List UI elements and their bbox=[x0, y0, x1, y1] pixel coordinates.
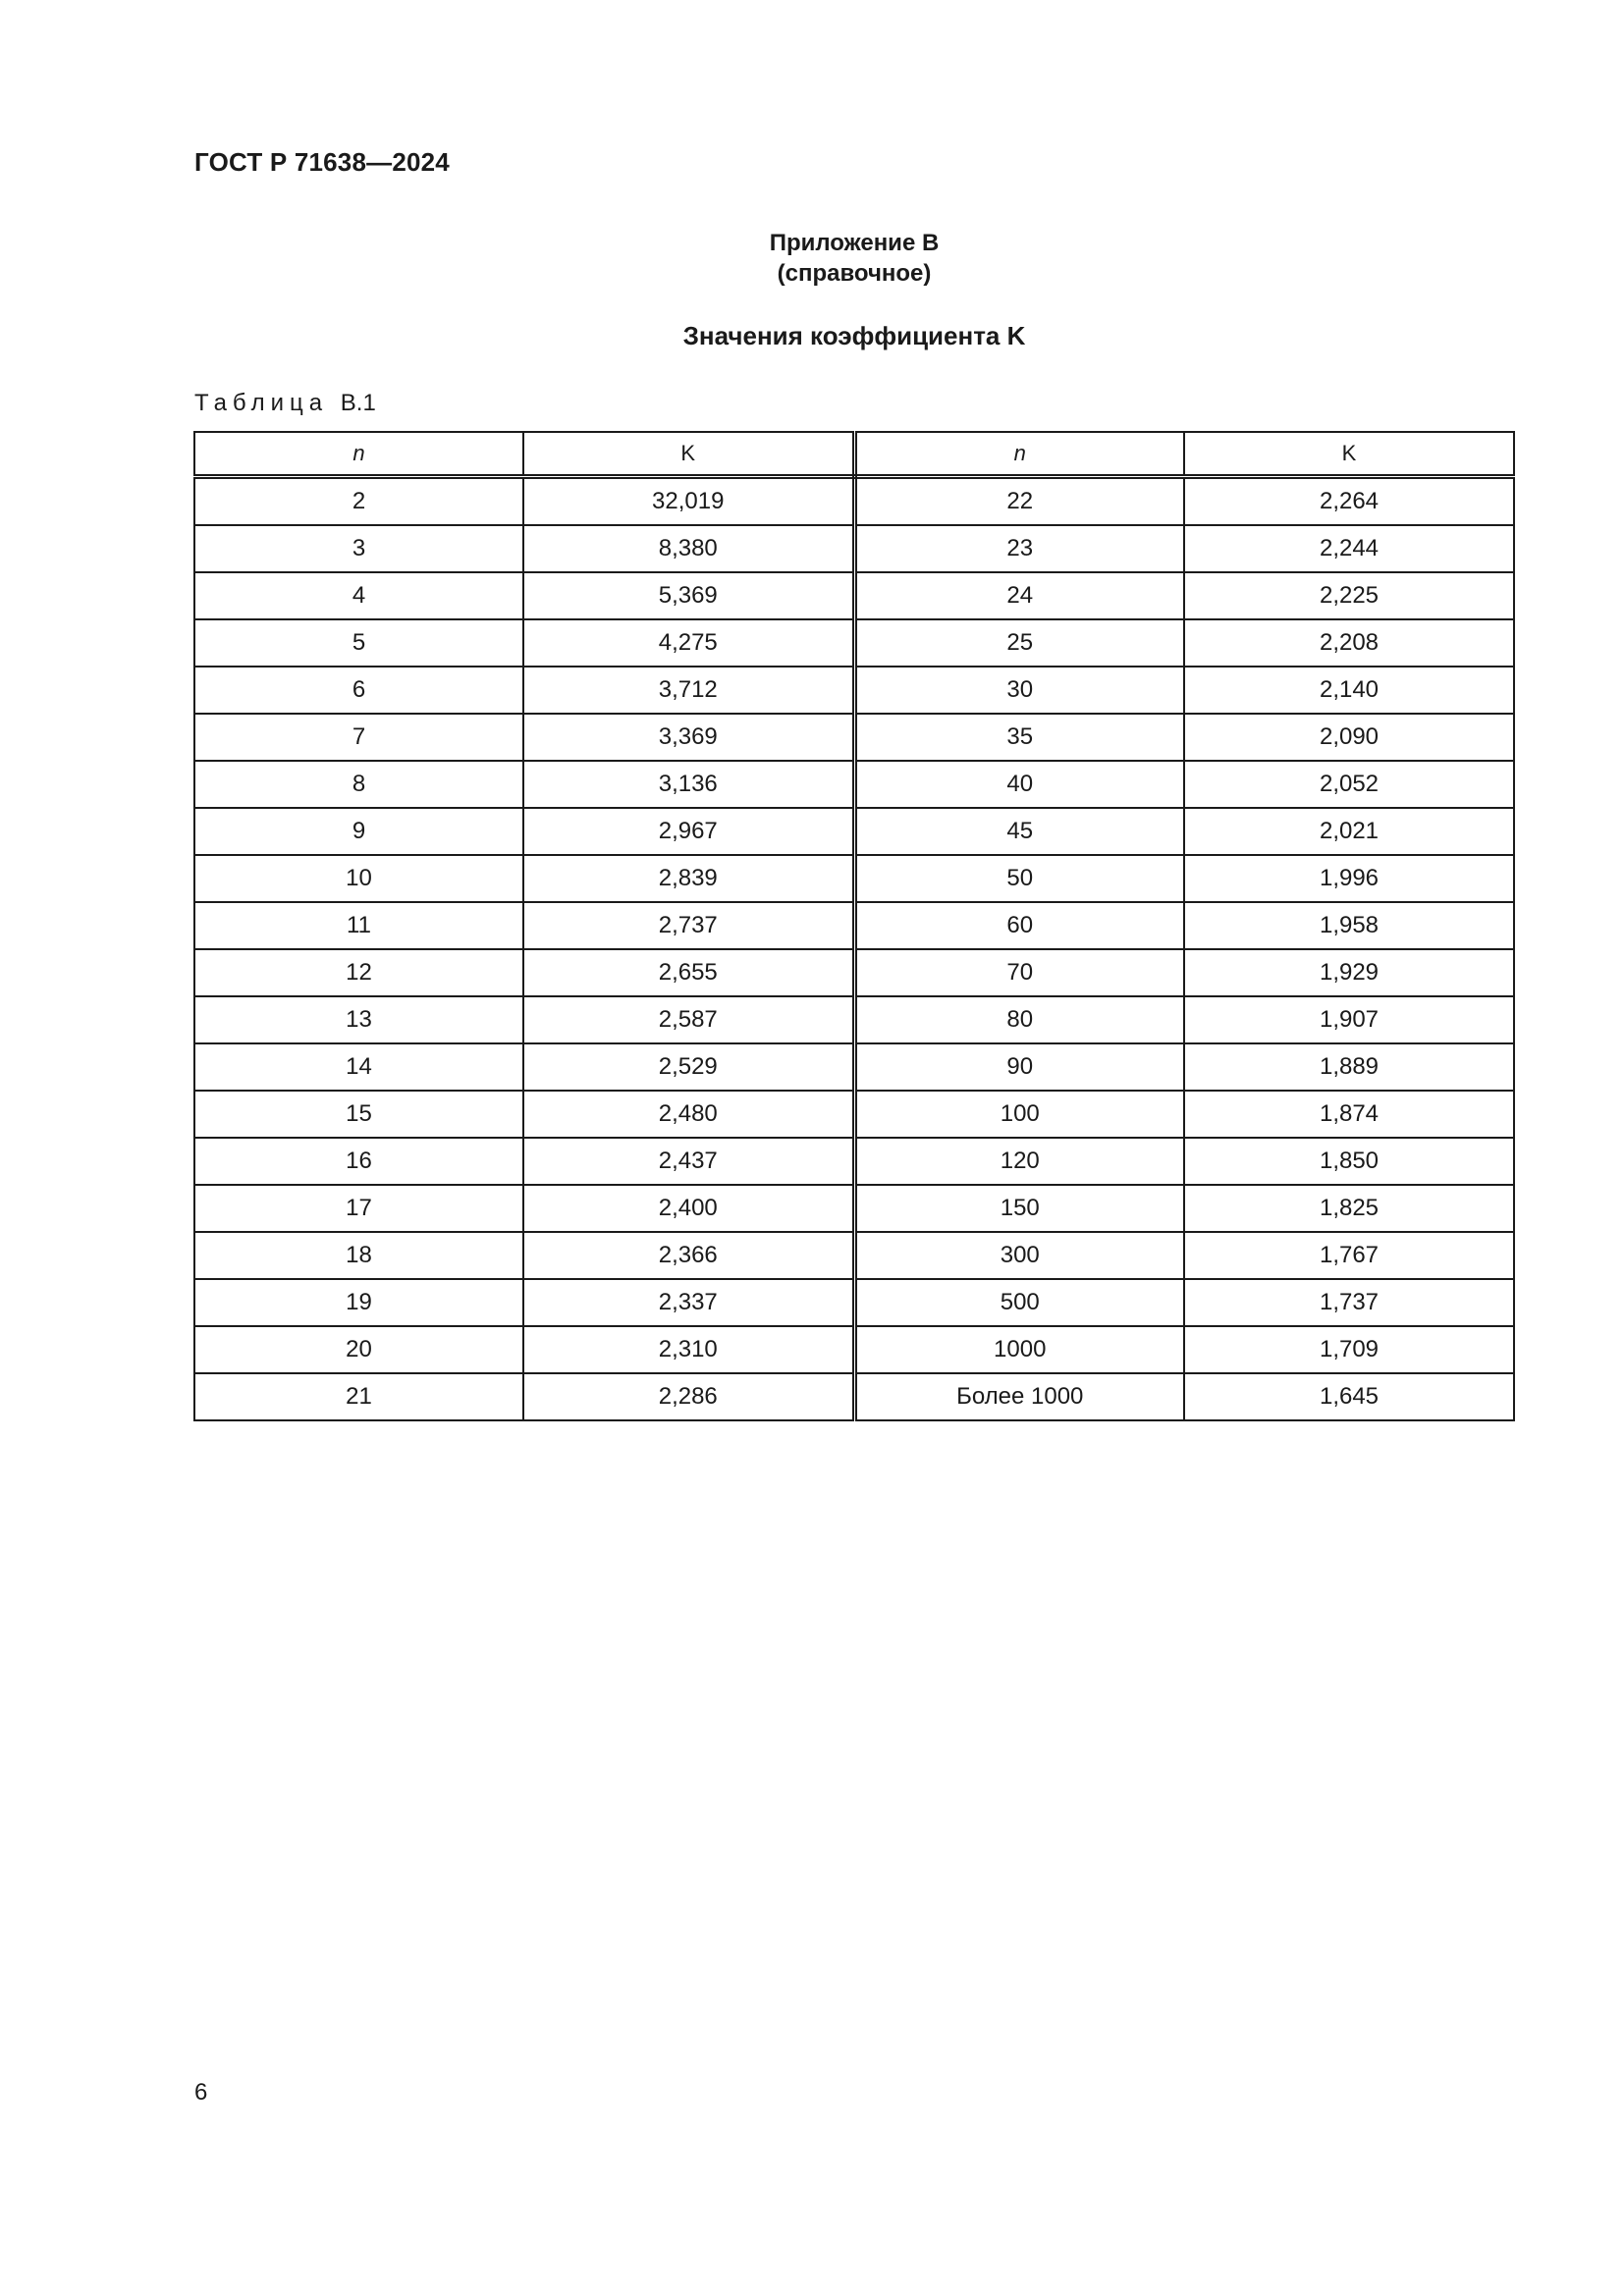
cell-k-right: 2,225 bbox=[1184, 572, 1514, 619]
cell-k-right: 1,767 bbox=[1184, 1232, 1514, 1279]
cell-n-left: 15 bbox=[194, 1091, 523, 1138]
table-row bbox=[194, 714, 1514, 761]
table-row bbox=[194, 855, 1514, 902]
cell-k-left: 2,337 bbox=[523, 1279, 854, 1326]
cell-k-left: 2,839 bbox=[523, 855, 854, 902]
cell-n-right: Более 1000 bbox=[854, 1373, 1184, 1420]
table-label-number: В.1 bbox=[340, 390, 376, 416]
table-row bbox=[194, 1279, 1514, 1326]
cell-n-right: 50 bbox=[854, 855, 1184, 902]
cell-n-left: 11 bbox=[194, 902, 523, 949]
cell-k-right: 2,244 bbox=[1184, 525, 1514, 572]
cell-n-right: 80 bbox=[854, 996, 1184, 1043]
cell-k-left: 2,529 bbox=[523, 1043, 854, 1091]
cell-n-left: 13 bbox=[194, 996, 523, 1043]
cell-k-right: 1,907 bbox=[1184, 996, 1514, 1043]
header-k-right: K bbox=[1184, 432, 1514, 477]
cell-n-left: 16 bbox=[194, 1138, 523, 1185]
table-row bbox=[194, 808, 1514, 855]
cell-k-left: 32,019 bbox=[523, 477, 854, 526]
section-title: Значения коэффициента K bbox=[682, 321, 1026, 350]
cell-n-left: 20 bbox=[194, 1326, 523, 1373]
cell-k-right: 2,140 bbox=[1184, 667, 1514, 714]
cell-n-right: 70 bbox=[854, 949, 1184, 996]
cell-n-right: 30 bbox=[854, 667, 1184, 714]
cell-n-left: 2 bbox=[194, 477, 523, 526]
cell-k-left: 3,712 bbox=[523, 667, 854, 714]
cell-k-left: 8,380 bbox=[523, 525, 854, 572]
header-n-left: n bbox=[194, 432, 523, 477]
table-row bbox=[194, 1185, 1514, 1232]
cell-k-left: 2,400 bbox=[523, 1185, 854, 1232]
cell-n-left: 6 bbox=[194, 667, 523, 714]
cell-n-right: 1000 bbox=[854, 1326, 1184, 1373]
cell-k-left: 2,737 bbox=[523, 902, 854, 949]
cell-n-right: 100 bbox=[854, 1091, 1184, 1138]
table-label-word: Таблица bbox=[194, 390, 329, 416]
cell-n-left: 5 bbox=[194, 619, 523, 667]
table-row bbox=[194, 1091, 1514, 1138]
table-row bbox=[194, 1326, 1514, 1373]
header-k-left: K bbox=[523, 432, 854, 477]
table-row bbox=[194, 761, 1514, 808]
cell-k-right: 2,021 bbox=[1184, 808, 1514, 855]
cell-n-left: 17 bbox=[194, 1185, 523, 1232]
coefficient-table-wrapper bbox=[193, 431, 1513, 1421]
table-row bbox=[194, 1232, 1514, 1279]
cell-n-left: 8 bbox=[194, 761, 523, 808]
cell-n-left: 10 bbox=[194, 855, 523, 902]
cell-n-right: 300 bbox=[854, 1232, 1184, 1279]
cell-n-left: 14 bbox=[194, 1043, 523, 1091]
cell-n-left: 19 bbox=[194, 1279, 523, 1326]
cell-k-left: 3,369 bbox=[523, 714, 854, 761]
cell-n-right: 120 bbox=[854, 1138, 1184, 1185]
cell-n-left: 12 bbox=[194, 949, 523, 996]
cell-k-left: 3,136 bbox=[523, 761, 854, 808]
standard-code: ГОСТ Р 71638—2024 bbox=[194, 147, 450, 177]
cell-n-right: 24 bbox=[854, 572, 1184, 619]
cell-k-right: 1,874 bbox=[1184, 1091, 1514, 1138]
cell-n-left: 9 bbox=[194, 808, 523, 855]
cell-k-left: 2,286 bbox=[523, 1373, 854, 1420]
cell-k-left: 4,275 bbox=[523, 619, 854, 667]
appendix-subtitle: (справочное) bbox=[777, 260, 932, 287]
cell-k-left: 2,437 bbox=[523, 1138, 854, 1185]
appendix-title: Приложение В bbox=[769, 230, 940, 256]
cell-k-left: 2,366 bbox=[523, 1232, 854, 1279]
cell-n-right: 45 bbox=[854, 808, 1184, 855]
table-row bbox=[194, 949, 1514, 996]
cell-k-right: 2,264 bbox=[1184, 477, 1514, 526]
cell-n-right: 150 bbox=[854, 1185, 1184, 1232]
table-label bbox=[194, 390, 376, 417]
cell-n-right: 35 bbox=[854, 714, 1184, 761]
table-body bbox=[194, 477, 1514, 1421]
cell-n-right: 23 bbox=[854, 525, 1184, 572]
cell-k-right: 1,850 bbox=[1184, 1138, 1514, 1185]
cell-k-left: 2,480 bbox=[523, 1091, 854, 1138]
table-row bbox=[194, 1138, 1514, 1185]
cell-n-right: 60 bbox=[854, 902, 1184, 949]
cell-n-left: 18 bbox=[194, 1232, 523, 1279]
cell-n-right: 22 bbox=[854, 477, 1184, 526]
cell-k-right: 1,737 bbox=[1184, 1279, 1514, 1326]
cell-n-right: 25 bbox=[854, 619, 1184, 667]
page-number: 6 bbox=[194, 2079, 208, 2106]
cell-n-right: 40 bbox=[854, 761, 1184, 808]
cell-n-left: 3 bbox=[194, 525, 523, 572]
table-row bbox=[194, 996, 1514, 1043]
cell-k-right: 1,825 bbox=[1184, 1185, 1514, 1232]
cell-k-left: 2,967 bbox=[523, 808, 854, 855]
table-row bbox=[194, 902, 1514, 949]
cell-n-right: 500 bbox=[854, 1279, 1184, 1326]
cell-n-left: 4 bbox=[194, 572, 523, 619]
cell-k-right: 1,929 bbox=[1184, 949, 1514, 996]
header-n-right: n bbox=[854, 432, 1184, 477]
cell-k-right: 2,052 bbox=[1184, 761, 1514, 808]
cell-k-right: 1,645 bbox=[1184, 1373, 1514, 1420]
cell-k-left: 2,655 bbox=[523, 949, 854, 996]
cell-k-right: 2,208 bbox=[1184, 619, 1514, 667]
cell-k-left: 2,310 bbox=[523, 1326, 854, 1373]
cell-k-right: 1,889 bbox=[1184, 1043, 1514, 1091]
table-row bbox=[194, 572, 1514, 619]
cell-n-left: 7 bbox=[194, 714, 523, 761]
table-row bbox=[194, 477, 1514, 526]
table-row bbox=[194, 1373, 1514, 1420]
coefficient-table bbox=[193, 431, 1515, 1421]
table-row bbox=[194, 1043, 1514, 1091]
cell-k-left: 2,587 bbox=[523, 996, 854, 1043]
table-row bbox=[194, 619, 1514, 667]
cell-k-right: 1,958 bbox=[1184, 902, 1514, 949]
cell-k-right: 1,996 bbox=[1184, 855, 1514, 902]
cell-n-right: 90 bbox=[854, 1043, 1184, 1091]
cell-k-right: 2,090 bbox=[1184, 714, 1514, 761]
cell-k-right: 1,709 bbox=[1184, 1326, 1514, 1373]
table-row bbox=[194, 667, 1514, 714]
table-header-row bbox=[194, 432, 1514, 477]
cell-k-left: 5,369 bbox=[523, 572, 854, 619]
table-row bbox=[194, 525, 1514, 572]
cell-n-left: 21 bbox=[194, 1373, 523, 1420]
